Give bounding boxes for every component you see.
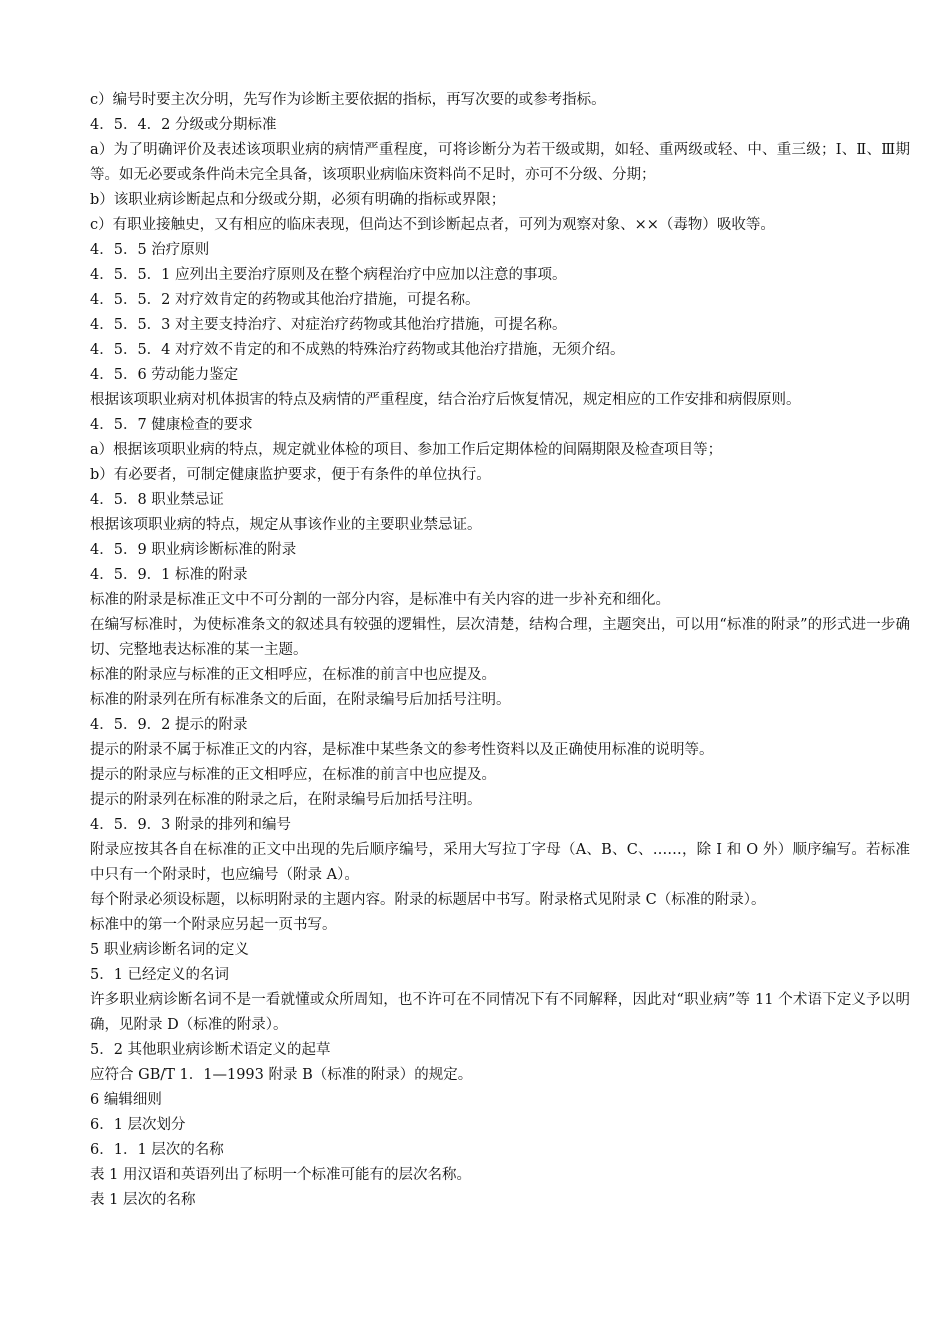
text-line: 每个附录必须设标题，以标明附录的主题内容。附录的标题居中书写。附录格式见附录 C（标准的附录）。 (90, 892, 766, 908)
section-heading: 5．2 其他职业病诊断术语定义的起草 (90, 1042, 331, 1058)
text-line: b）有必要者，可制定健康监护要求，便于有条件的单位执行。 (90, 467, 491, 483)
section-heading: 4．5．8 职业禁忌证 (90, 492, 224, 508)
text-line: 提示的附录列在标准的附录之后，在附录编号后加括号注明。 (90, 792, 482, 808)
text-line: 根据该项职业病的特点，规定从事该作业的主要职业禁忌证。 (90, 517, 482, 533)
text-line: a）根据该项职业病的特点，规定就业体检的项目、参加工作后定期体检的间隔期限及检查项目等； (90, 442, 723, 458)
section-heading: 4．5．5 治疗原则 (90, 242, 210, 258)
text-paragraph: 许多职业病诊断名词不是一看就懂或众所周知，也不许可在不同情况下有不同解释，因此对“职业病”等 11 个术语下定义予以明确，见附录 D（标准的附录）。 (90, 992, 910, 1033)
text-line: 表 1 用汉语和英语列出了标明一个标准可能有的层次名称。 (90, 1167, 471, 1183)
document-body (90, 88, 910, 1213)
text-paragraph: a）为了明确评价及表述该项职业病的病情严重程度，可将诊断分为若干级或期，如轻、重两级或轻、中、重三级；Ⅰ、Ⅱ、Ⅲ期等。如无必要或条件尚未完全具备，该项职业病临床资料尚不足时，亦可不分级、分期； (90, 142, 910, 183)
text-line: 4．5．5．3 对主要支持治疗、对症治疗药物或其他治疗措施，可提名称。 (90, 317, 567, 333)
section-heading: 6 编辑细则 (90, 1092, 162, 1108)
text-line: 标准的附录是标准正文中不可分割的一部分内容，是标准中有关内容的进一步补充和细化。 (90, 592, 670, 608)
section-heading: 5 职业病诊断名词的定义 (90, 942, 249, 958)
section-heading: 4．5．7 健康检查的要求 (90, 417, 253, 433)
section-heading: 4．5．4．2 分级或分期标准 (90, 117, 277, 133)
text-line: 提示的附录应与标准的正文相呼应，在标准的前言中也应提及。 (90, 767, 496, 783)
text-line: 应符合 GB/T 1．1—1993 附录 B（标准的附录）的规定。 (90, 1067, 473, 1083)
text-line: b）该职业病诊断起点和分级或分期，必须有明确的指标或界限； (90, 192, 506, 208)
text-line: 4．5．5．4 对疗效不肯定的和不成熟的特殊治疗药物或其他治疗措施，无须介绍。 (90, 342, 625, 358)
section-heading: 4．5．9．1 标准的附录 (90, 567, 248, 583)
text-line: c）编号时要主次分明，先写作为诊断主要依据的指标，再写次要的或参考指标。 (90, 92, 606, 108)
text-paragraph: 附录应按其各自在标准的正文中出现的先后顺序编号，采用大写拉丁字母（A、B、C、……，除 I 和 O 外）顺序编写。若标准中只有一个附录时，也应编号（附录 A）。 (90, 842, 910, 883)
section-heading: 5．1 已经定义的名词 (90, 967, 230, 983)
text-line: 标准中的第一个附录应另起一页书写。 (90, 917, 337, 933)
section-heading: 6．1．1 层次的名称 (90, 1142, 224, 1158)
text-line: c）有职业接触史，又有相应的临床表现，但尚达不到诊断起点者，可列为观察对象、××（毒物）吸收等。 (90, 217, 775, 233)
section-heading: 6．1 层次划分 (90, 1117, 186, 1133)
text-line: 标准的附录应与标准的正文相呼应，在标准的前言中也应提及。 (90, 667, 496, 683)
section-heading: 4．5．9．2 提示的附录 (90, 717, 248, 733)
section-heading: 4．5．6 劳动能力鉴定 (90, 367, 239, 383)
text-line: 提示的附录不属于标准正文的内容，是标准中某些条文的参考性资料以及正确使用标准的说明等。 (90, 742, 714, 758)
text-line: 4．5．5．2 对疗效肯定的药物或其他治疗措施，可提名称。 (90, 292, 480, 308)
text-line: 标准的附录列在所有标准条文的后面，在附录编号后加括号注明。 (90, 692, 511, 708)
table-caption: 表 1 层次的名称 (90, 1192, 196, 1208)
section-heading: 4．5．9 职业病诊断标准的附录 (90, 542, 297, 558)
text-line: 根据该项职业病对机体损害的特点及病情的严重程度，结合治疗后恢复情况，规定相应的工作安排和病假原则。 (90, 392, 801, 408)
text-line: 4．5．5．1 应列出主要治疗原则及在整个病程治疗中应加以注意的事项。 (90, 267, 567, 283)
section-heading: 4．5．9．3 附录的排列和编号 (90, 817, 292, 833)
text-paragraph: 在编写标准时，为使标准条文的叙述具有较强的逻辑性，层次清楚，结构合理，主题突出，可以用“标准的附录”的形式进一步确切、完整地表达标准的某一主题。 (90, 617, 910, 658)
